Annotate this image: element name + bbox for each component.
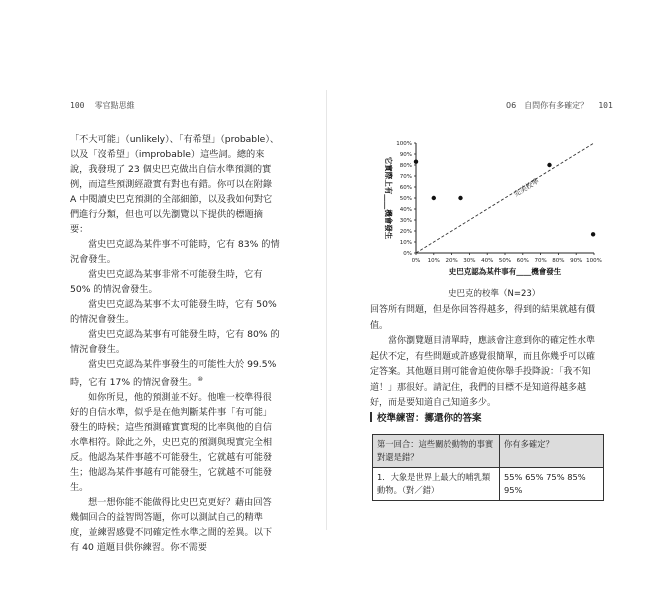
header-cell: 你有多確定？ [500, 435, 604, 468]
x-tick-label: 0% [411, 258, 421, 264]
header-cell: 第一回合：這些關於動物的事實對還是錯？ [373, 435, 500, 468]
y-tick-label: 30% [399, 218, 412, 224]
table-header-row [373, 435, 604, 468]
paragraph: 回答所有問題，但是你回答得越多，得到的結果就越有價值。 [370, 305, 596, 331]
y-tick-label: 0% [403, 251, 412, 257]
quiz-table [372, 434, 604, 501]
left-page [0, 0, 327, 609]
paragraph: 當史巴克認為某事有可能發生時，它有 80% 的情況會發生。 [70, 329, 280, 355]
data-point [414, 160, 418, 164]
perfect-calibration-line [416, 143, 594, 253]
table-cell: 1．大象是世界上最大的哺乳類動物。（對／錯） [373, 468, 500, 501]
right-page-number: 101 [598, 101, 613, 110]
y-tick-label: 90% [399, 152, 412, 158]
calibration-chart [378, 135, 608, 285]
data-point [547, 163, 551, 167]
section-bar [370, 412, 372, 422]
left-running-title: 零官點思維 [94, 101, 135, 110]
y-tick-label: 80% [399, 163, 412, 169]
x-tick-label: 70% [534, 258, 547, 264]
x-axis-label: 史巴克認為某件事有____機會發生 [448, 267, 562, 276]
x-tick-label: 90% [570, 258, 583, 264]
data-point [458, 196, 462, 200]
paragraph: 當你瀏覽題目清單時，應該會注意到你的確定性水準起伏不定，有些問題或許感覺很簡單，而且你幾乎可以確定答案。其他題目則可能會迫使你舉手投降說：「我不知道！」那很好。請記住，我們的目標不是知道得越多越好，而是要知道自己知道多少。 [370, 336, 596, 408]
chart-caption: 史巴克的校準（N=23） [448, 289, 541, 299]
x-tick-label: 10% [427, 258, 440, 264]
left-page-header [70, 100, 135, 111]
x-tick-label: 40% [481, 258, 494, 264]
x-tick-label: 80% [552, 258, 565, 264]
reference-line-label: 完美校準 [512, 176, 541, 199]
right-page-header [506, 100, 613, 111]
y-tick-label: 60% [399, 185, 412, 191]
section-title [370, 410, 482, 424]
y-tick-label: 40% [399, 207, 412, 213]
paragraph: 當史巴克認為某件事不可能時，它有 83% 的情況會發生。 [70, 239, 280, 265]
data-point [432, 196, 436, 200]
paragraph: 當史巴克認為某事不太可能發生時，它有 50% 的情況會發生。 [70, 299, 277, 325]
paragraph [70, 357, 280, 390]
y-tick-label: 70% [399, 174, 412, 180]
paragraph: 當史巴克認為某事非常不可能發生時，它有 50% 的情況會發生。 [70, 269, 263, 295]
y-tick-label: 10% [399, 240, 412, 246]
y-tick-label: 20% [399, 229, 412, 235]
left-page-number: 100 [70, 101, 85, 110]
table-cell: 55% 65% 75% 85% 95% [500, 468, 604, 501]
y-axis-label: 它實際上有____機會發生 [384, 156, 393, 240]
footnote-mark: ⑩ [197, 376, 203, 383]
data-point [591, 232, 595, 236]
paragraph: 「不大可能」（unlikely）、「有希望」（probable）、以及「沒希望」（improbable）這些詞。總的來說，我發現了 23 個史巴克做出自信水準預測的實例，而這些預測經證實有對也有錯。你可以在附錄 A 中閱讀史巴克預測的全部細節，以及我如何對它們進行分類，但也可以先瀏覽以下提供的標題摘要： [70, 134, 280, 235]
section-title-text: 校準練習：擲還你的答案 [377, 413, 482, 424]
left-body-text [70, 132, 280, 555]
y-tick-label: 50% [399, 196, 412, 202]
right-running-title: 06 自問你有多確定？ [506, 101, 589, 110]
x-tick-label: 30% [463, 258, 476, 264]
y-tick-label: 100% [396, 141, 412, 147]
paragraph-text: 當史巴克認為某件事發生的可能性大於 99.5% 時，它有 17% 的情況會發生。 [70, 359, 277, 389]
x-tick-label: 100% [586, 258, 602, 264]
right-body-text [370, 303, 602, 412]
paragraph: 想一想你能不能做得比史巴克更好？藉由回答幾個回合的益智問答題，你可以測試自己的精準度，並練習感覺不同確定性水準之間的差異。以下有 40 道題目供你練習。你不需要 [70, 497, 273, 554]
x-tick-label: 20% [445, 258, 458, 264]
x-tick-label: 60% [516, 258, 529, 264]
paragraph: 如你所見，他的預測並不好。他唯一校準得很好的自信水準，似乎是在他判斷某件事「有可能」發生的時候；這些預測確實實現的比率與他的自信水準相符。除此之外，史巴克的預測與現實完全相反。他認為某件事越不可能發生，它就越有可能發生；他認為某件事越有可能發生，它就越不可能發生。 [70, 392, 273, 494]
book-spine [326, 90, 327, 530]
x-tick-label: 50% [498, 258, 512, 264]
table-row [373, 468, 604, 501]
